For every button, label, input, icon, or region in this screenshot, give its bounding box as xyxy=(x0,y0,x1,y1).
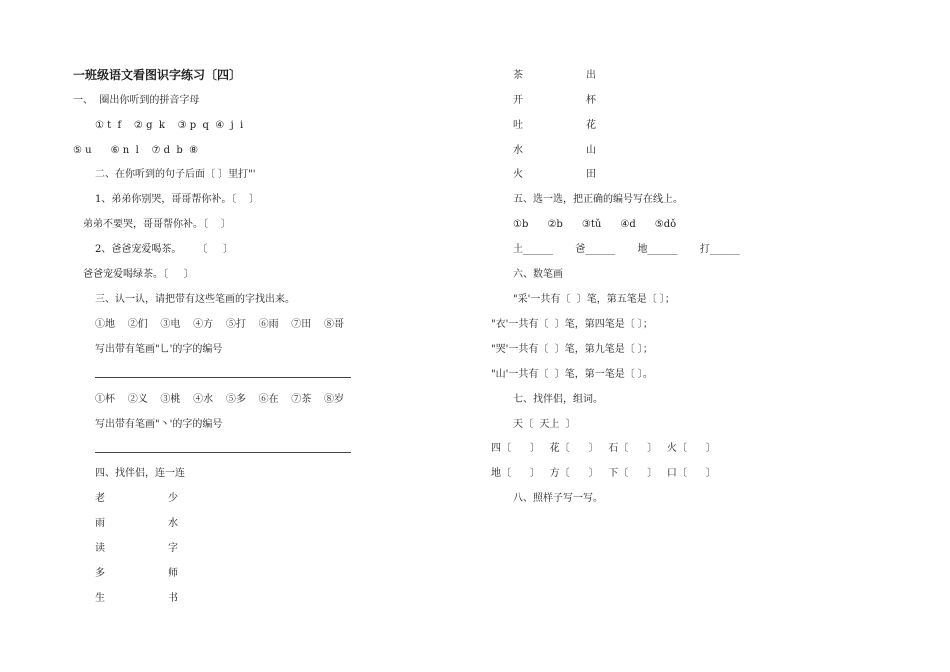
match-right-char: 花 xyxy=(586,120,596,131)
match-left-char: 老 xyxy=(95,493,105,504)
match-right-char: 山 xyxy=(586,145,596,156)
pinyin-options-row-1: ① t f ② g k ③ p q ④ j i xyxy=(95,120,244,131)
section-2-heading: 二、在你听到的句子后面〔 〕里打"' xyxy=(95,169,256,180)
section-8-heading: 八、照样子写一写。 xyxy=(513,493,603,504)
stroke-count-question: "衣'一共有〔 〕笔，第四笔是〔 〕； xyxy=(491,319,653,330)
section-6-heading: 六、数笔画 xyxy=(513,269,563,280)
match-right-char: 书 xyxy=(168,593,178,604)
answer-line-1[interactable] xyxy=(95,377,351,378)
fill-in-blanks[interactable]: 土______ 爸______ 地______ 打______ xyxy=(513,244,740,255)
answer-line-2[interactable] xyxy=(95,452,351,453)
character-options-row-2: ①杯 ②义 ③桃 ④水 ⑤多 ⑥在 ⑦茶 ⑧岁 xyxy=(95,394,345,405)
match-right-char: 杯 xyxy=(586,95,596,106)
word-row-1: 四〔 〕 花〔 〕 石〔 〕 火〔 〕 xyxy=(491,443,716,454)
match-right-char: 田 xyxy=(586,169,596,180)
sentence-1b: 弟弟不要哭，哥哥帮你补。〔 〕 xyxy=(83,219,231,230)
match-left-char: 吐 xyxy=(513,120,523,131)
match-left-char: 雨 xyxy=(95,518,105,529)
pinyin-choice-options: ①b ②b ③tǔ ④d ⑤dǒ xyxy=(513,219,677,230)
match-left-char: 火 xyxy=(513,169,523,180)
match-right-char: 师 xyxy=(168,568,178,579)
match-right-char: 少 xyxy=(168,493,178,504)
character-options-row-1: ①地 ②们 ③电 ④方 ⑤打 ⑥雨 ⑦田 ⑧哥 xyxy=(95,319,345,330)
stroke-prompt-2: 写出带有笔画"丶'的字的编号 xyxy=(95,419,223,430)
sentence-2a: 2、爸爸宠爱喝茶。 〔 〕 xyxy=(95,244,234,255)
match-left-char: 水 xyxy=(513,145,523,156)
match-right-char: 字 xyxy=(168,543,178,554)
match-left-char: 开 xyxy=(513,95,523,106)
match-left-char: 茶 xyxy=(513,70,523,81)
section-4-heading: 四、找伴侣，连一连 xyxy=(95,468,185,479)
stroke-prompt-1: 写出带有笔画"乚'的字的编号 xyxy=(95,344,223,355)
stroke-count-question: "采'一共有〔 〕笔，第五笔是〔 〕； xyxy=(513,294,675,305)
match-left-char: 多 xyxy=(95,568,105,579)
section-7-heading: 七、找伴侣，组词。 xyxy=(513,394,603,405)
match-right-char: 出 xyxy=(586,70,596,81)
match-right-char: 水 xyxy=(168,518,178,529)
section-5-heading: 五、选一选，把正确的编号写在线上。 xyxy=(513,194,683,205)
pinyin-options-row-2: ⑤ u ⑥ n l ⑦ d b ⑧ xyxy=(73,145,199,156)
stroke-count-question: "山'一共有〔 〕笔，第一笔是〔 〕。 xyxy=(491,369,653,380)
word-row-2: 地〔 〕 方〔 〕 下〔 〕 口〔 〕 xyxy=(491,468,716,479)
match-left-char: 读 xyxy=(95,543,105,554)
match-left-char: 生 xyxy=(95,593,105,604)
sentence-1a: 1、弟弟你别哭，哥哥帮你补。〔 〕 xyxy=(95,194,260,205)
section-3-heading: 三、认一认，请把带有这些笔画的字找出来。 xyxy=(95,294,295,305)
sentence-2b: 爸爸宠爱喝绿茶。〔 〕 xyxy=(83,269,194,280)
word-example: 天〔 天上 〕 xyxy=(513,419,576,430)
section-1-heading: 一、 圈出你听到的拼音字母 xyxy=(73,95,200,106)
page-title: 一班级语文看图识字练习〔四〕 xyxy=(73,68,242,82)
stroke-count-question: "哭'一共有〔 〕笔，第九笔是〔 〕； xyxy=(491,344,653,355)
